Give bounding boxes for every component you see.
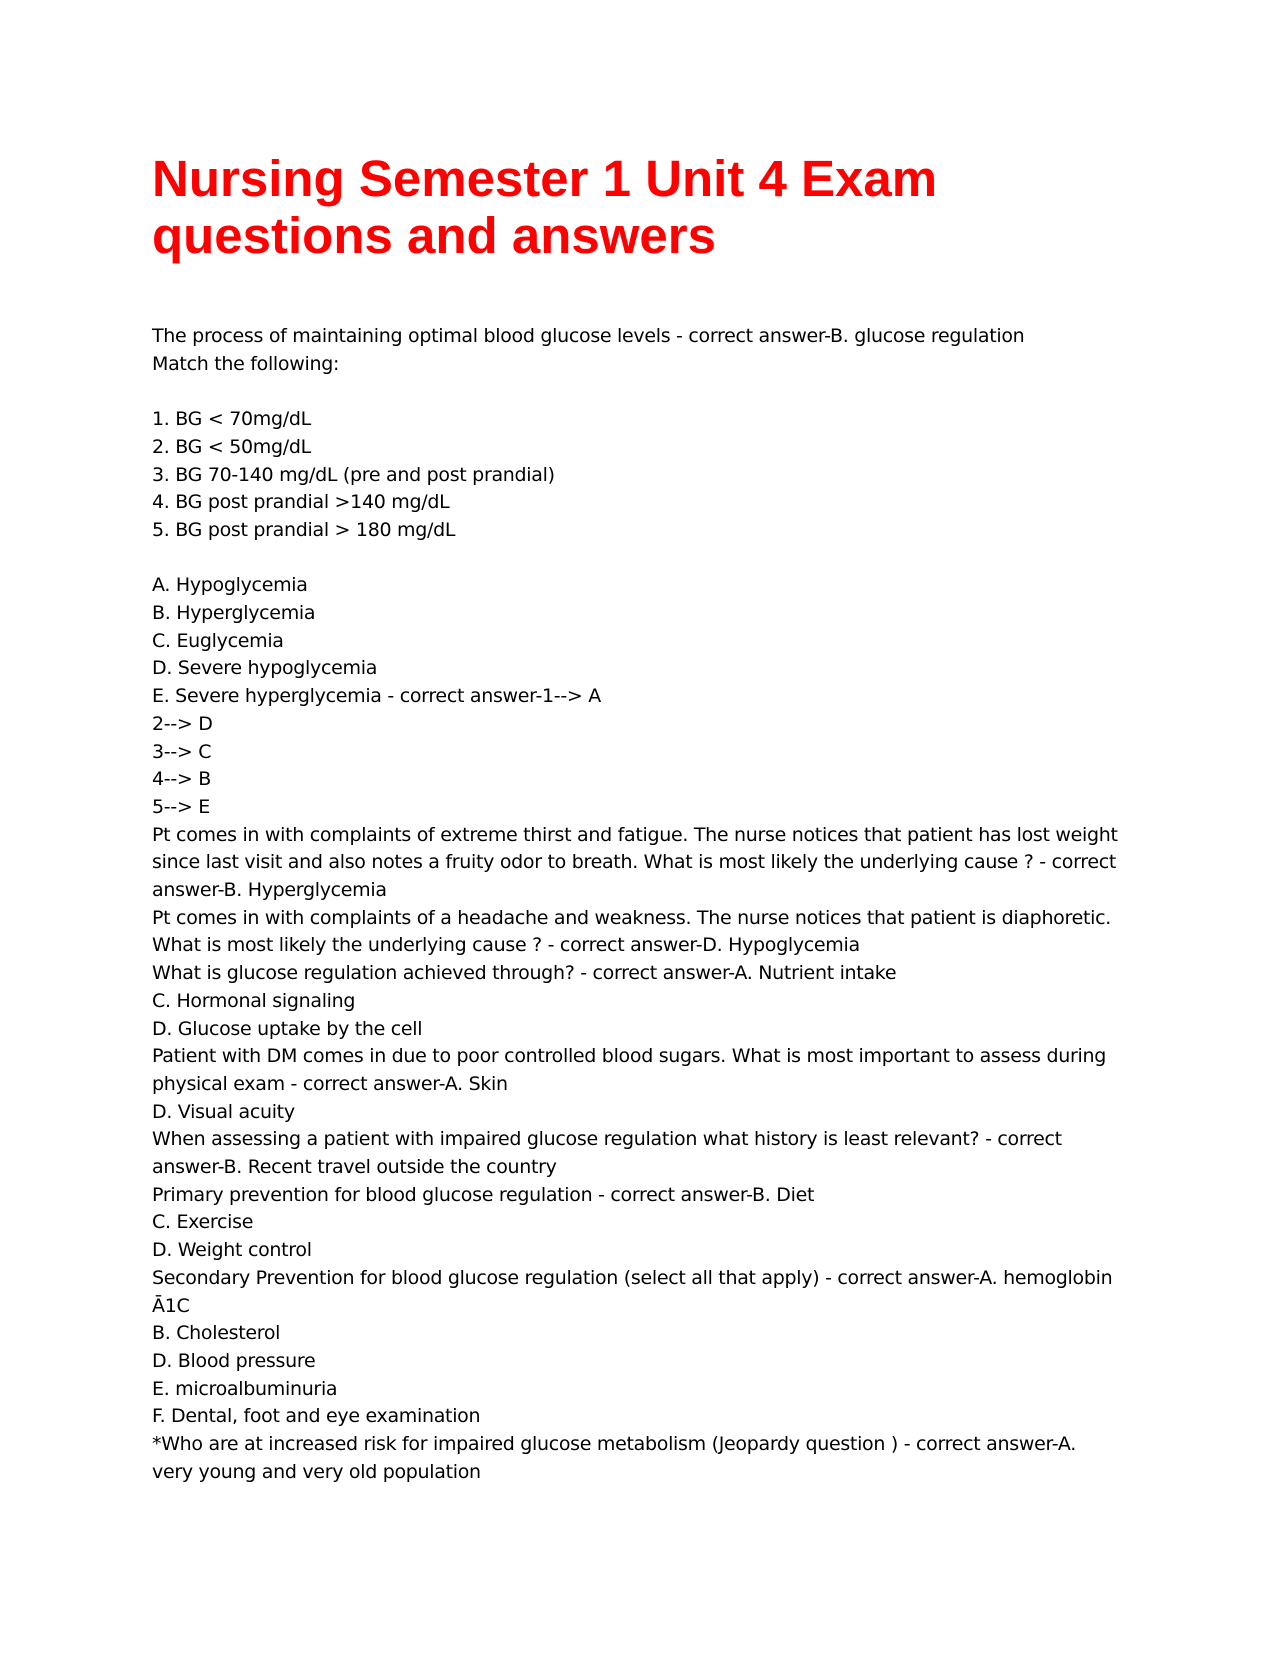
text-line: Ā1C bbox=[152, 1294, 190, 1317]
text-line: Primary prevention for blood glucose regulation - correct answer-B. Diet bbox=[152, 1183, 815, 1206]
text-line: 3. BG 70-140 mg/dL (pre and post prandial) bbox=[152, 463, 555, 486]
document-body bbox=[152, 323, 1132, 1487]
text-line: What is glucose regulation achieved through? - correct answer-A. Nutrient intake bbox=[152, 962, 897, 985]
text-line: C. Hormonal signaling bbox=[152, 989, 356, 1012]
text-line: Pt comes in with complaints of a headache and weakness. The nurse notices that patient is diaphoretic. bbox=[152, 906, 1112, 929]
text-line: *Who are at increased risk for impaired glucose metabolism (Jeopardy question ) - correct answer-A. bbox=[152, 1433, 1077, 1456]
text-line: answer-B. Recent travel outside the country bbox=[152, 1156, 557, 1179]
title-line-2: questions and answers bbox=[152, 207, 716, 264]
text-line: Secondary Prevention for blood glucose regulation (select all that apply) - correct answer-A. hemoglobin bbox=[152, 1266, 1113, 1289]
document-page bbox=[152, 150, 1132, 1487]
text-line: 4--> B bbox=[152, 768, 211, 791]
text-line: When assessing a patient with impaired glucose regulation what history is least relevant? - correct bbox=[152, 1128, 1062, 1151]
text-line: B. Hyperglycemia bbox=[152, 602, 316, 624]
text-line: D. Blood pressure bbox=[152, 1349, 316, 1372]
document-title bbox=[152, 150, 1132, 264]
text-line: E. microalbuminuria bbox=[152, 1377, 338, 1400]
text-line: 1. BG < 70mg/dL bbox=[152, 408, 311, 431]
text-line: A. Hypoglycemia bbox=[152, 574, 308, 597]
text-line: 5. BG post prandial > 180 mg/dL bbox=[152, 518, 456, 541]
text-line: very young and very old population bbox=[152, 1460, 481, 1483]
text-line: 5--> E bbox=[152, 795, 210, 818]
text-line: What is most likely the underlying cause ? - correct answer-D. Hypoglycemia bbox=[152, 934, 860, 957]
text-line: D. Weight control bbox=[152, 1239, 312, 1262]
text-line: D. Severe hypoglycemia bbox=[152, 657, 378, 680]
text-line: physical exam - correct answer-A. Skin bbox=[152, 1072, 508, 1095]
text-line: D. Glucose uptake by the cell bbox=[152, 1017, 423, 1040]
text-line: Patient with DM comes in due to poor controlled blood sugars. What is most important to assess during bbox=[152, 1045, 1107, 1068]
blank-line bbox=[152, 545, 1132, 573]
title-line-1: Nursing Semester 1 Unit 4 Exam bbox=[152, 150, 938, 207]
text-line: The process of maintaining optimal blood glucose levels - correct answer-B. glucose regulation bbox=[152, 325, 1025, 347]
text-line: 2. BG < 50mg/dL bbox=[152, 435, 311, 458]
text-line: Match the following: bbox=[152, 352, 340, 375]
text-line: C. Exercise bbox=[152, 1211, 254, 1234]
blank-line bbox=[152, 378, 1132, 406]
text-line: 2--> D bbox=[152, 712, 213, 735]
text-line: F. Dental, foot and eye examination bbox=[152, 1405, 481, 1428]
text-line: answer-B. Hyperglycemia bbox=[152, 879, 387, 902]
text-line: 3--> C bbox=[152, 740, 212, 763]
text-line: Pt comes in with complaints of extreme thirst and fatigue. The nurse notices that patient has lost weight bbox=[152, 823, 1118, 846]
text-line: 4. BG post prandial >140 mg/dL bbox=[152, 491, 450, 514]
text-line: B. Cholesterol bbox=[152, 1322, 281, 1345]
text-line: C. Euglycemia bbox=[152, 629, 284, 652]
text-line: E. Severe hyperglycemia - correct answer-1--> A bbox=[152, 685, 601, 708]
text-line: since last visit and also notes a fruity odor to breath. What is most likely the underlying cause ? - correct bbox=[152, 851, 1117, 874]
text-line: D. Visual acuity bbox=[152, 1100, 295, 1123]
